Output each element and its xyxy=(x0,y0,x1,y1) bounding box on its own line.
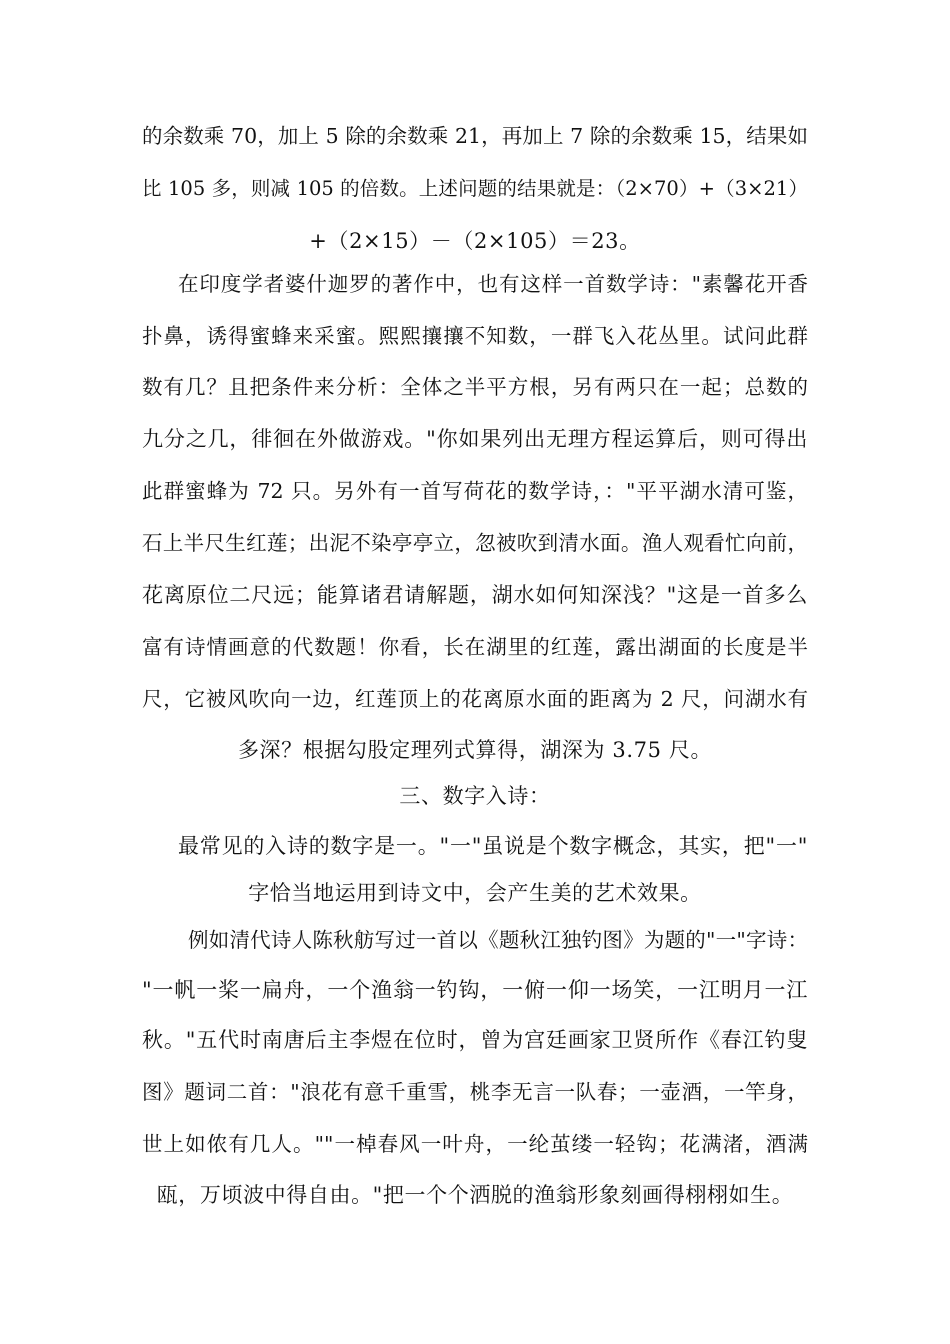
text-line: 图》题词二首："浪花有意千重雪，桃李无言一队春；一壶酒，一竿身， xyxy=(142,1080,808,1104)
text-line: 瓯，万顷波中得自由。"把一个个洒脱的渔翁形象刻画得栩栩如生。 xyxy=(156,1183,794,1207)
text-line: +（2×15）－（2×105）＝23。 xyxy=(309,229,641,253)
text-line: 字恰当地运用到诗文中，会产生美的艺术效果。 xyxy=(248,881,702,905)
text-line: 九分之几，徘徊在外做游戏。"你如果列出无理方程运算后，则可得出 xyxy=(142,427,808,451)
text-line: 秋。"五代时南唐后主李煜在位时，曾为宫廷画家卫贤所作《春江钓叟 xyxy=(142,1028,808,1052)
text-line: 富有诗情画意的代数题！你看，长在湖里的红莲，露出湖面的长度是半 xyxy=(142,635,808,659)
text-line: 比 105 多，则减 105 的倍数。上述问题的结果就是：（2×70）+（3×21） xyxy=(142,177,808,200)
text-line: 数有几？且把条件来分析：全体之半平方根，另有两只在一起；总数的 xyxy=(142,375,808,399)
text-line: 尺，它被风吹向一边，红莲顶上的花离原水面的距离为 2 尺，问湖水有 xyxy=(142,687,808,711)
text-line: 多深？根据勾股定理列式算得，湖深为 3.75 尺。 xyxy=(237,738,713,762)
text-line: 的余数乘 70，加上 5 除的余数乘 21，再加上 7 除的余数乘 15，结果如 xyxy=(142,124,808,148)
text-line: 石上半尺生红莲；出泥不染亭亭立，忽被吹到清水面。渔人观看忙向前， xyxy=(142,531,808,555)
text-line: 花离原位二尺远；能算诸君请解题，湖水如何知深浅？"这是一首多么 xyxy=(142,583,808,607)
text-line: 例如清代诗人陈秋舫写过一首以《题秋江独钓图》为题的"一"字诗： xyxy=(188,928,808,952)
text-line: 此群蜜蜂为 72 只。另外有一首写荷花的数学诗，："平平湖水清可鉴， xyxy=(142,479,808,503)
text-line: 最常见的入诗的数字是一。"一"虽说是个数字概念，其实，把"一" xyxy=(178,834,808,858)
section-heading: 三、数字入诗： xyxy=(399,784,551,808)
text-line: 在印度学者婆什迦罗的著作中，也有这样一首数学诗："素馨花开香 xyxy=(178,272,808,296)
text-line: "一帆一桨一扁舟，一个渔翁一钓钩，一俯一仰一场笑，一江明月一江 xyxy=(142,978,808,1002)
text-line: 扑鼻，诱得蜜蜂来采蜜。熙熙攘攘不知数，一群飞入花丛里。试问此群 xyxy=(142,324,808,348)
text-line: 世上如侬有几人。""一棹春风一叶舟，一纶茧缕一轻钩；花满渚，酒满 xyxy=(142,1132,808,1156)
